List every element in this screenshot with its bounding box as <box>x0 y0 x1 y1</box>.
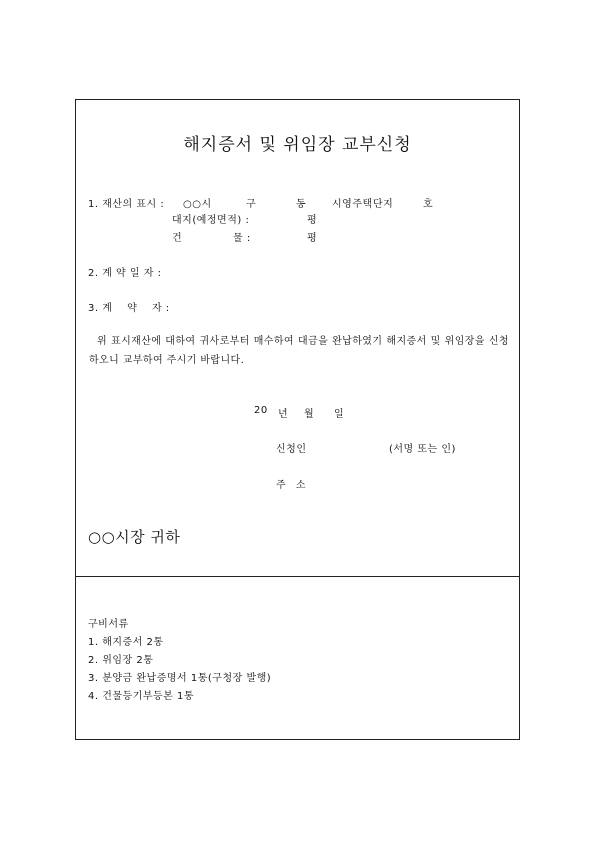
land-area-label: 대지(예정면적) : <box>172 215 250 226</box>
dong-field: 동 <box>296 199 307 210</box>
addressee: ○○시장 귀하 <box>88 528 181 546</box>
property-label: 1. 재산의 표시 : <box>88 199 165 210</box>
contract-date-label: 2. 계 약 일 자 : <box>88 268 162 279</box>
building-area-unit: 평 <box>307 233 318 244</box>
date-day-unit: 일 <box>334 409 345 420</box>
applicant-label: 신청인 <box>276 444 307 455</box>
signature-note: (서명 또는 인) <box>389 444 456 455</box>
attachment-item: 3. 분양금 완납증명서 1통(구청장 발행) <box>88 673 272 684</box>
date-month-unit: 월 <box>304 409 315 420</box>
building-label-second: 물 : <box>233 233 251 244</box>
city-field: ○○시 <box>183 199 212 210</box>
date-prefix: 20 <box>254 405 268 416</box>
request-paragraph <box>89 332 509 370</box>
contractor-label: 3. 계 약 자 : <box>88 303 170 314</box>
building-label-first: 건 <box>172 233 183 244</box>
date-year-unit: 년 <box>278 409 289 420</box>
land-area-unit: 평 <box>307 215 318 226</box>
attachment-item: 2. 위임장 2통 <box>88 655 154 666</box>
attachment-item: 1. 해지증서 2통 <box>88 637 164 648</box>
attachments-heading: 구비서류 <box>88 619 129 630</box>
attachment-item: 4. 건물등기부등본 1통 <box>88 691 195 702</box>
request-paragraph-text: 위 표시재산에 대하여 귀사로부터 매수하여 대금을 완납하였기 해지증서 및 위임장을 신청하오니 교부하여 주시기 바랍니다. <box>89 336 509 366</box>
housing-field: 시영주택 <box>332 199 373 210</box>
danji-field: 단지 <box>373 199 394 210</box>
ho-field: 호 <box>423 199 434 210</box>
section-divider <box>76 576 519 577</box>
application-form <box>75 99 520 740</box>
address-label: 주 소 <box>276 480 306 491</box>
gu-field: 구 <box>246 199 257 210</box>
form-title: 해지증서 및 위임장 교부신청 <box>183 135 412 155</box>
